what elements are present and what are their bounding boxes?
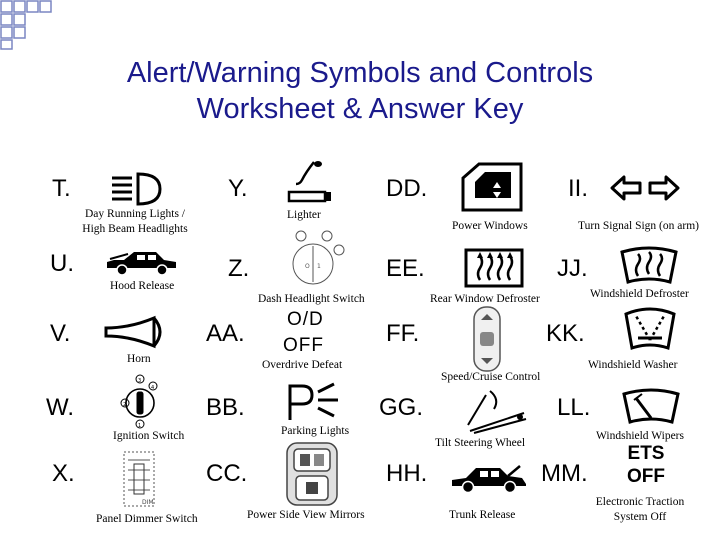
label-ll: Windshield Wipers — [596, 430, 684, 442]
cruise-control-icon — [466, 304, 508, 374]
label-z: Dash Headlight Switch — [258, 293, 365, 305]
letter-jj: JJ. — [557, 255, 588, 282]
svg-text:O: O — [305, 263, 310, 270]
label-mm-line2: System Off — [613, 511, 667, 523]
letter-ii: II. — [568, 175, 589, 202]
letter-aa: AA. — [206, 320, 245, 347]
headlight-icon — [108, 170, 164, 208]
svg-text:4: 4 — [151, 385, 155, 391]
svg-text:1: 1 — [138, 423, 142, 429]
letter-u: U. — [50, 250, 74, 277]
tilt-steering-icon — [460, 385, 530, 435]
headlight-switch-icon — [283, 226, 353, 292]
windshield-defroster-icon — [618, 244, 680, 286]
page-title-line2: Worksheet & Answer Key — [196, 93, 524, 125]
label-ff: Speed/Cruise Control — [441, 371, 541, 383]
power-window-icon — [457, 160, 527, 214]
ets-symbol-line1: ETS — [627, 443, 665, 464]
svg-text:1: 1 — [317, 263, 321, 270]
label-bb: Parking Lights — [281, 425, 350, 437]
label-cc: Power Side View Mirrors — [247, 509, 365, 521]
letter-ff: FF. — [386, 320, 420, 347]
label-y: Lighter — [287, 209, 321, 221]
page-title-line1: Alert/Warning Symbols and Controls — [126, 57, 594, 89]
letter-hh: HH. — [386, 460, 428, 487]
dimmer-switch-icon — [116, 448, 162, 510]
label-aa: Overdrive Defeat — [262, 359, 343, 371]
car-hood-icon — [104, 248, 180, 278]
label-x: Panel Dimmer Switch — [96, 513, 198, 525]
letter-x: X. — [52, 460, 75, 487]
svg-text:2: 2 — [123, 402, 127, 408]
letter-w: W. — [46, 394, 74, 421]
letter-mm: MM. — [541, 460, 588, 487]
turn-signal-arrows-icon — [608, 172, 682, 204]
od-symbol-line2: OFF — [283, 335, 324, 356]
svg-text:DIM: DIM — [142, 499, 154, 506]
letter-cc: CC. — [206, 460, 248, 487]
label-t-line1: Day Running Lights / — [85, 208, 185, 220]
corner-squares-decoration — [0, 0, 60, 50]
letter-ll: LL. — [557, 394, 591, 421]
ets-symbol-line2: OFF — [627, 466, 665, 487]
parking-lights-icon — [284, 380, 346, 424]
letter-y: Y. — [228, 175, 248, 202]
ignition-switch-icon — [117, 372, 163, 430]
windshield-wiper-icon — [620, 384, 682, 426]
label-t-line2: High Beam Headlights — [82, 223, 188, 235]
letter-bb: BB. — [206, 394, 245, 421]
svg-text:3: 3 — [138, 378, 142, 384]
horn-icon — [100, 312, 174, 352]
od-symbol-line1: O/D — [287, 309, 324, 330]
letter-z: Z. — [228, 255, 250, 282]
label-kk: Windshield Washer — [588, 359, 678, 371]
label-u: Hood Release — [110, 280, 175, 292]
label-gg: Tilt Steering Wheel — [435, 437, 526, 449]
label-w: Ignition Switch — [113, 430, 185, 442]
label-mm-line1: Electronic Traction — [595, 496, 685, 508]
letter-v: V. — [50, 320, 71, 347]
letter-kk: KK. — [546, 320, 585, 347]
rear-defroster-icon — [462, 246, 526, 290]
label-dd: Power Windows — [452, 220, 528, 232]
car-trunk-icon — [448, 462, 530, 496]
lighter-icon — [284, 158, 334, 208]
label-hh: Trunk Release — [449, 509, 516, 521]
mirror-control-icon — [284, 440, 340, 508]
letter-ee: EE. — [386, 255, 425, 282]
windshield-washer-icon — [620, 300, 680, 356]
label-ee: Rear Window Defroster — [430, 293, 540, 305]
letter-gg: GG. — [379, 394, 424, 421]
letter-t: T. — [52, 175, 71, 202]
label-v: Horn — [127, 353, 151, 365]
label-jj: Windshield Defroster — [590, 288, 689, 300]
label-ii: Turn Signal Sign (on arm) — [578, 220, 699, 232]
letter-dd: DD. — [386, 175, 428, 202]
